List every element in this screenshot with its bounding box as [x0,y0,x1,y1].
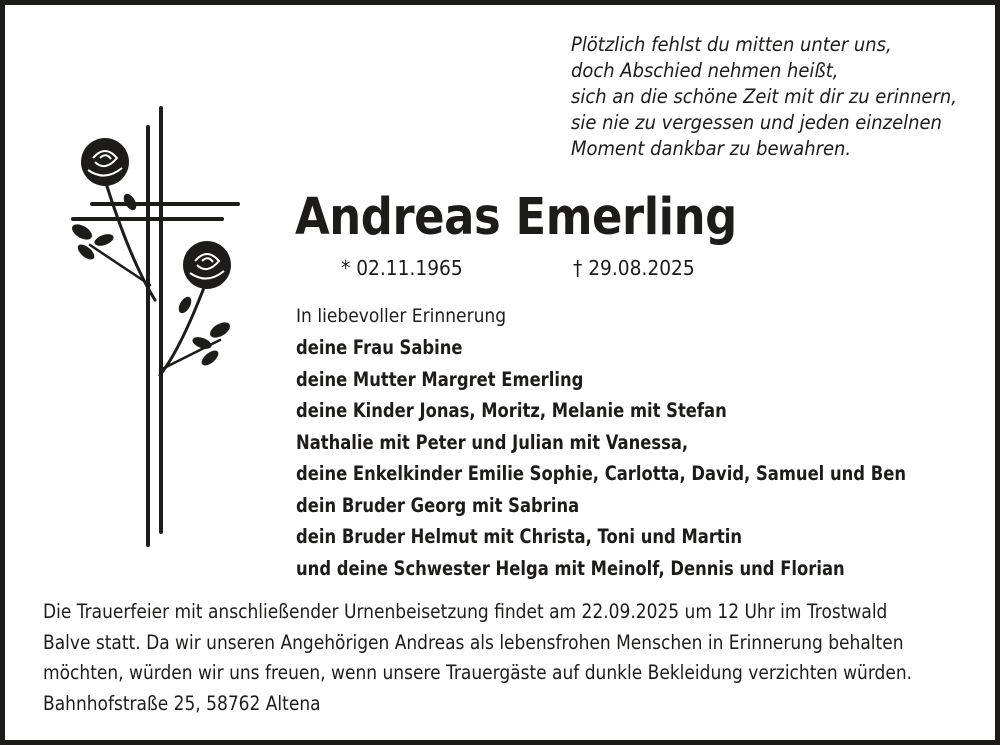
mourner-line: deine Enkelkinder Emilie Sophie, Carlotta, David, Samuel und Ben [296,462,906,485]
mourner-line: und deine Schwester Helga mit Meinolf, Dennis und Florian [296,556,845,580]
deceased-name: Andreas Emerling [295,188,737,247]
cross-with-roses-icon [60,100,250,560]
mourner-line: Nathalie mit Peter und Julian mit Vanessa, [296,430,689,454]
death-date: † 29.08.2025 [573,256,695,280]
poem-line: Moment dankbar zu bewahren. [571,137,852,160]
mourner-line: deine Kinder Jonas, Moritz, Melanie mit Stefan [296,399,727,422]
poem-line: doch Abschied nehmen heißt, [571,59,839,82]
mourners-list [296,332,906,584]
poem-line: sie nie zu vergessen und jeden einzelnen [571,111,942,134]
funeral-info [43,597,969,689]
birth-date: * 02.11.1965 [341,256,463,280]
poem-line: sich an die schöne Zeit mit dir zu erinnern, [571,85,957,108]
funeral-line: Die Trauerfeier mit anschließender Urnenbeisetzung findet am 22.09.2025 um 12 Uhr im Trostwald [43,600,888,623]
poem-line: Plötzlich fehlst du mitten unter uns, [571,33,892,56]
funeral-line: Balve statt. Da wir unseren Angehörigen Andreas als lebensfrohen Menschen in Erinnerung behalten [43,630,904,654]
mourner-line: dein Bruder Georg mit Sabrina [296,493,580,517]
funeral-line: möchten, würden wir uns freuen, wenn unsere Trauergäste auf dunkle Bekleidung verzichten würden. [43,661,913,684]
address: Bahnhofstraße 25, 58762 Altena [43,692,321,715]
poem [571,32,957,162]
mourner-line: deine Frau Sabine [296,336,463,359]
mourner-line: dein Bruder Helmut mit Christa, Toni und Martin [296,525,743,548]
remembrance-intro: In liebevoller Erinnerung [296,305,507,327]
mourner-line: deine Mutter Margret Emerling [296,367,584,391]
